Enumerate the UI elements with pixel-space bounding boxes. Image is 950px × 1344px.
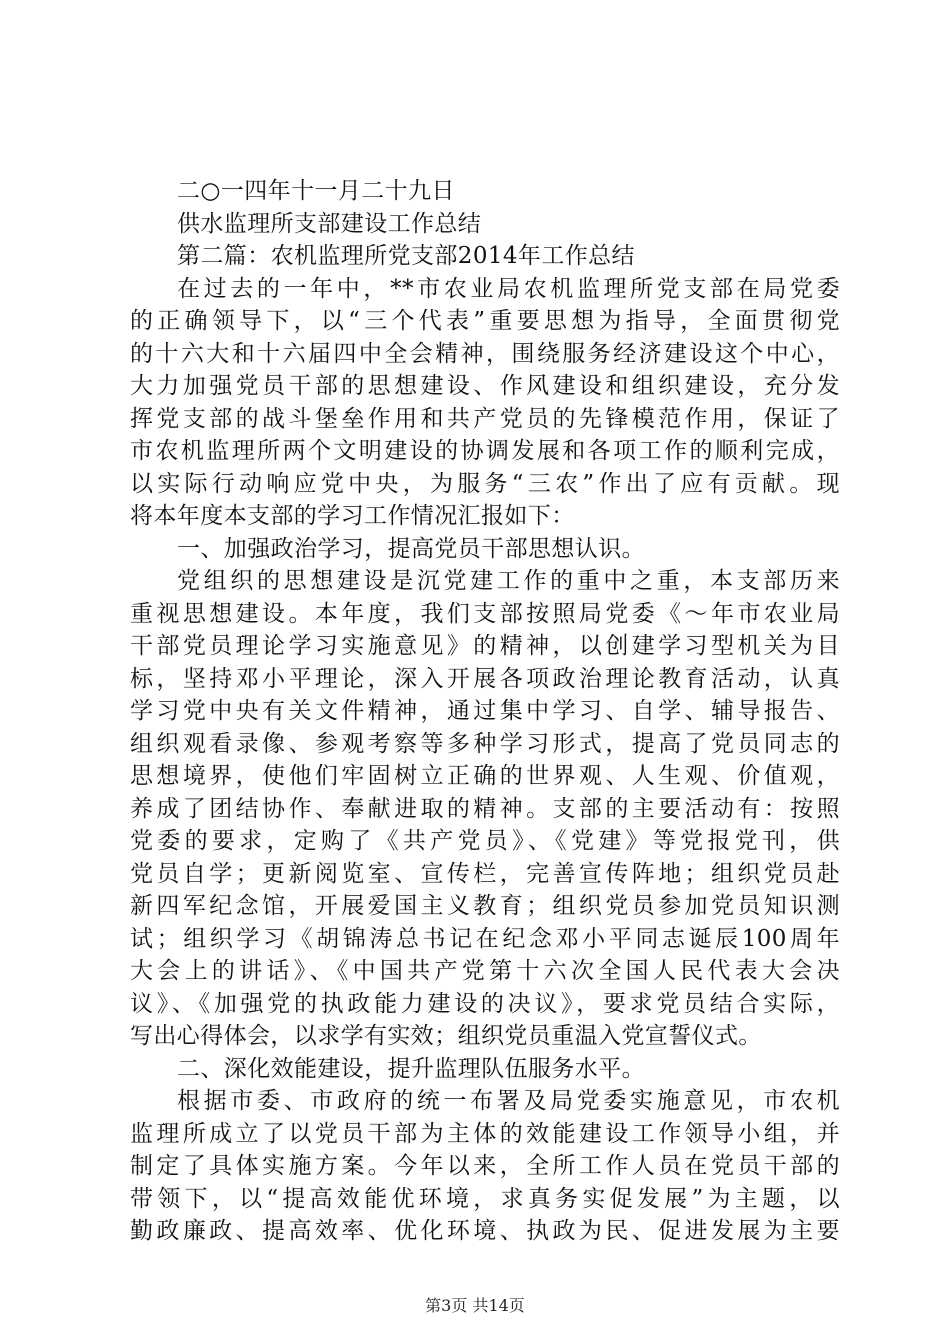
- section-title: 供水监理所支部建设工作总结: [177, 210, 482, 237]
- paragraph-line: 写出心得体会，以求学有实效；组织党员重温入党宣誓仪式。: [130, 1023, 762, 1049]
- paragraph-line: 大力加强党员干部的思想建设、作风建设和组织建设，充分发: [130, 373, 840, 399]
- paragraph-line: 在过去的一年中，**市农业局农机监理所党支部在局党委: [177, 275, 840, 302]
- paragraph-line: 养成了团结协作、奉献进取的精神。支部的主要活动有：按照: [130, 795, 840, 822]
- paragraph-line: 标，坚持邓小平理论，深入开展各项政治理论教育活动，认真: [130, 665, 840, 692]
- paragraph-line: 党组织的思想建设是沉党建工作的重中之重，本支部历来: [177, 568, 840, 594]
- paragraph-line: 议》、《加强党的执政能力建设的决议》，要求党员结合实际，: [130, 990, 840, 1017]
- paragraph-line: 党员自学；更新阅览室、宣传栏，完善宣传阵地；组织党员赴: [130, 860, 840, 887]
- paragraph-line: 组织观看录像、参观考察等多种学习形式，提高了党员同志的: [130, 730, 840, 757]
- paragraph-line: 将本年度本支部的学习工作情况汇报如下：: [130, 503, 575, 529]
- paragraph-line: 根据市委、市政府的统一布署及局党委实施意见，市农机: [177, 1088, 840, 1114]
- paragraph-line: 新四军纪念馆，开展爱国主义教育；组织党员参加党员知识测: [130, 893, 840, 919]
- subsection-heading: 二、深化效能建设，提升监理队伍服务水平。: [177, 1055, 645, 1082]
- paragraph-line: 带领下，以“提高效能优环境，求真务实促发展”为主题，以: [130, 1185, 840, 1212]
- paragraph-line: 监理所成立了以党员干部为主体的效能建设工作领导小组，并: [130, 1120, 840, 1147]
- paragraph-line: 重视思想建设。本年度，我们支部按照局党委《～年市农业局: [130, 600, 840, 627]
- paragraph-line: 的正确领导下，以“三个代表”重要思想为指导，全面贯彻党: [130, 308, 840, 334]
- paragraph-line: 干部党员理论学习实施意见》的精神，以创建学习型机关为目: [130, 633, 840, 659]
- paragraph-line: 挥党支部的战斗堡垒作用和共产党员的先锋模范作用，保证了: [130, 405, 840, 432]
- chapter-heading: 第二篇：农机监理所党支部2014年工作总结: [177, 243, 635, 269]
- paragraph-line: 党委的要求，定购了《共产党员》、《党建》等党报党刊，供: [130, 828, 840, 854]
- paragraph-line: 以实际行动响应党中央，为服务“三农”作出了应有贡献。现: [130, 470, 840, 497]
- paragraph-line: 的十六大和十六届四中全会精神，围绕服务经济建设这个中心，: [130, 340, 840, 367]
- paragraph-line: 大会上的讲话》、《中国共产党第十六次全国人民代表大会决: [130, 958, 840, 984]
- page-number-footer: 第3页 共14页: [425, 1296, 525, 1315]
- date-line: 二○一四年十一月二十九日: [177, 178, 455, 204]
- document-body: [130, 175, 840, 1248]
- paragraph-line: 制定了具体实施方案。今年以来，全所工作人员在党员干部的: [130, 1153, 840, 1179]
- paragraph-line: 市农机监理所两个文明建设的协调发展和各项工作的顺利完成，: [130, 438, 840, 464]
- paragraph-line: 学习党中央有关文件精神，通过集中学习、自学、辅导报告、: [130, 698, 840, 724]
- paragraph-line: 思想境界，使他们牢固树立正确的世界观、人生观、价值观，: [130, 763, 840, 789]
- subsection-heading: 一、加强政治学习，提高党员干部思想认识。: [177, 535, 645, 562]
- paragraph-line: 试；组织学习《胡锦涛总书记在纪念邓小平同志诞辰100周年: [130, 925, 840, 952]
- paragraph-line: 勤政廉政、提高效率、优化环境、执政为民、促进发展为主要: [130, 1218, 840, 1244]
